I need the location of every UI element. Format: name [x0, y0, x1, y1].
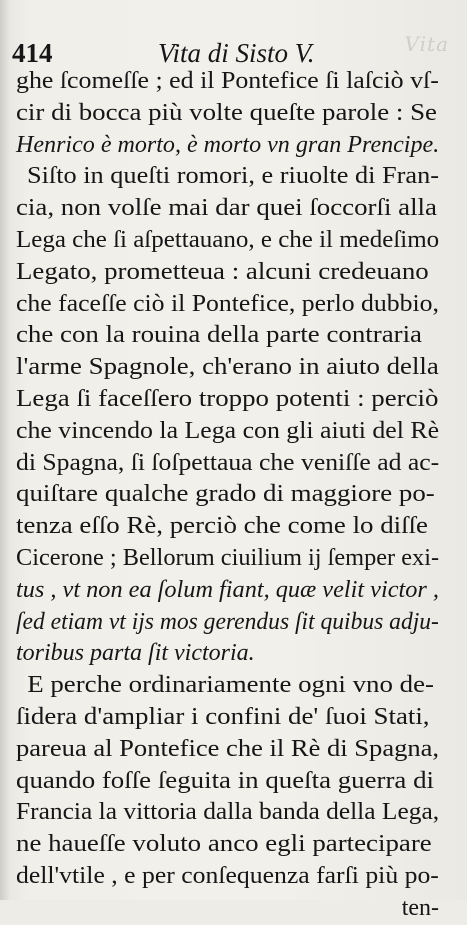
text-line: Legato, prometteua : alcuni credeuano — [16, 258, 429, 285]
catchword: ten- — [401, 894, 439, 921]
text-line: ſed etiam vt ijs mos gerendus ſit quibus adju- — [16, 608, 439, 635]
text-line: che vincendo la Lega con gli aiuti del Rè — [16, 417, 440, 444]
text-line: Lega che ſi aſpettauano, e che il medeſimo — [16, 226, 440, 253]
body-text — [16, 66, 439, 925]
text-line: di Spagna, ſi ſoſpettaua che veniſſe ad ac- — [16, 449, 440, 476]
text-line: cir di bocca più volte queſte parole : Se — [16, 99, 437, 126]
text-line: toribus parta ſit victoria. — [16, 640, 255, 667]
text-line: pareua al Pontefice che il Rè di Spagna, — [16, 735, 440, 762]
text-line: quando foſſe ſeguita in queſta guerra di — [16, 767, 435, 794]
text-line: dell'vtile , e per conſequenza farſi più po- — [16, 862, 439, 889]
text-line: Lega ſi faceſſero troppo potenti : perciò — [16, 385, 439, 412]
text-line: ne haueſſe voluto anco egli partecipare — [16, 831, 432, 858]
text-line: Siſto in queſti romori, e riuolte di Fran- — [26, 163, 440, 190]
text-line: ſidera d'ampliar i confini de' ſuoi Stati, — [16, 703, 430, 730]
gutter-shadow — [0, 0, 10, 900]
text-line: Henrico è morto, è morto vn gran Prencipe. — [16, 131, 440, 158]
text-line: che con la rouina della parte contraria — [16, 322, 422, 349]
page-number: 414 — [12, 38, 53, 68]
text-line: tenza eſſo Rè, perciò che come lo diſſe — [16, 513, 428, 540]
show-through-text: Vita — [404, 32, 449, 56]
text-line: quiſtare qualche grado di maggiore po- — [16, 481, 435, 508]
text-line: cia, non volſe mai dar quei ſoccorſi alla — [16, 195, 437, 222]
text-line: tus , vt non ea ſolum fiant, quæ velit victor , — [16, 576, 439, 603]
text-line: l'arme Spagnole, ch'erano in aiuto della — [16, 354, 439, 381]
text-line: che faceſſe ciò il Pontefice, perlo dubbio, — [16, 290, 439, 317]
running-head: Vita di Sisto V. — [158, 38, 315, 68]
text-line: E perche ordinariamente ogni vno de- — [27, 672, 434, 699]
text-line: ghe ſcomeſſe ; ed il Pontefice ſi laſciò vſ- — [16, 68, 439, 94]
text-line: Cicerone ; Bellorum ciuilium ij ſemper exi- — [16, 544, 440, 571]
text-line: Francia la vittoria dalla banda della Lega, — [16, 799, 440, 826]
